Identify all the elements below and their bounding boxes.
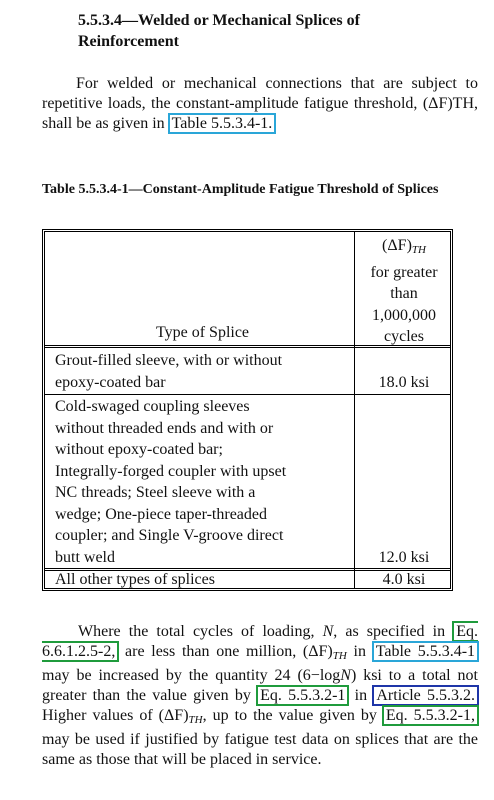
- table-row-2-type: [55, 396, 350, 568]
- equation-link[interactable]: Eq. 6.6.1.2.5-2,: [42, 623, 478, 660]
- section-heading: 5.5.3.4—Welded or Mechanical Splices of Reinforcement: [78, 12, 360, 50]
- row-2-type-line: butt weld: [55, 548, 115, 566]
- splice-table: [42, 229, 453, 591]
- column-header-type: Type of Splice: [155, 324, 250, 341]
- intro-paragraph: [42, 74, 478, 134]
- table-reference-link[interactable]: Table 5.5.3.4-1.: [168, 113, 277, 134]
- threshold-header-line3: than: [390, 285, 418, 302]
- table-row-1-value: 18.0 ksi: [378, 374, 430, 391]
- closing-text: , up to the value given by: [202, 707, 377, 724]
- threshold-symbol: [355, 235, 453, 262]
- closing-text: are less than one million, (ΔF): [125, 643, 333, 660]
- closing-text: in: [353, 643, 366, 660]
- intro-text: For welded or mechanical connections that are subject to repetitive loads, the constant-amplitude fatigue threshold, (ΔF)TH, shall be as given in: [42, 75, 478, 132]
- threshold-header-line2: for greater: [370, 263, 438, 281]
- row-2-type-line: without threaded ends and with or: [55, 419, 274, 437]
- row-1-type-line: epoxy-coated bar: [55, 373, 166, 391]
- row-2-type-line: Integrally-forged coupler with upset: [55, 462, 287, 480]
- row-2-type-line: coupler; and Single V-groove direct: [55, 527, 284, 544]
- threshold-header-line5: cycles: [384, 328, 424, 345]
- row-2-type-line: wedge; One-piece taper-threaded: [55, 505, 267, 523]
- table-row-2-value: 12.0 ksi: [378, 549, 430, 566]
- column-header-threshold: [355, 235, 453, 348]
- table-reference-link[interactable]: Table 5.5.3.4-1: [372, 641, 479, 662]
- closing-paragraph: [42, 622, 478, 770]
- closing-text: Higher values of (ΔF): [42, 707, 189, 724]
- row-1-type-line: Grout-filled sleeve, with or without: [55, 352, 283, 369]
- header-separator: [45, 345, 450, 348]
- table-row-3-type: All other types of splices: [55, 571, 215, 588]
- table-row-3-value: 4.0 ksi: [382, 571, 426, 588]
- variable-n: N: [322, 623, 334, 640]
- equation-link[interactable]: Eq. 5.5.3.2-1: [256, 685, 349, 706]
- closing-text: ) ksi to a total not greater than the value given by: [42, 667, 478, 704]
- variable-n: N: [340, 667, 351, 684]
- row-2-type-line: NC threads; Steel sleeve with a: [55, 484, 256, 501]
- equation-link[interactable]: Eq. 5.5.3.2-1,: [382, 705, 479, 726]
- row-2-type-line: without epoxy-coated bar;: [55, 441, 223, 458]
- table-row-1-type: [55, 350, 350, 393]
- row-2-type-line: Cold-swaged coupling sleeves: [55, 398, 250, 415]
- row-separator: [45, 394, 450, 395]
- closing-text: , as specified in: [333, 623, 446, 640]
- article-link[interactable]: Article 5.5.3.2.: [372, 685, 479, 706]
- closing-text: may be increased by the quantity 24 (6−log: [42, 667, 341, 684]
- closing-text: Where the total cycles of loading,: [78, 623, 315, 640]
- table-caption: Table 5.5.3.4-1—Constant-Amplitude Fatigue Threshold of Splices: [42, 182, 439, 197]
- closing-text: in: [354, 687, 368, 704]
- threshold-header-line4: 1,000,000: [372, 306, 436, 324]
- closing-text: may be used if justified by fatigue test data on splices that are the same as those that will be placed in service.: [42, 731, 478, 768]
- threshold-subscript: TH: [188, 714, 203, 726]
- threshold-symbol-sub: TH: [411, 244, 426, 256]
- threshold-subscript: TH: [332, 650, 347, 662]
- threshold-symbol-main: (ΔF): [382, 237, 412, 254]
